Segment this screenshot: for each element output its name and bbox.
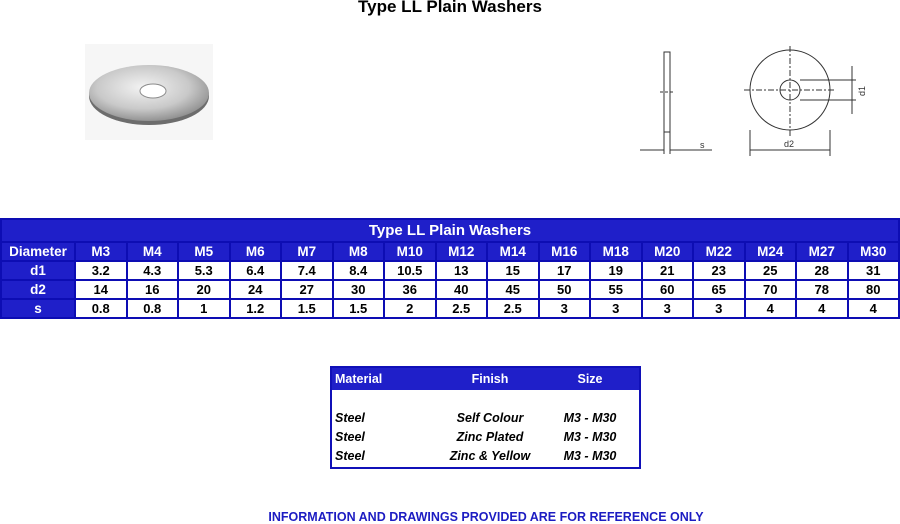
table-cell: 7.4 <box>281 261 333 280</box>
label-d2: d2 <box>784 139 795 149</box>
table-cell: 3.2 <box>75 261 127 280</box>
row-label: d1 <box>1 261 75 280</box>
table-cell: 15 <box>487 261 539 280</box>
table-cell: 4 <box>745 299 797 318</box>
finish-cell: Self Colour <box>456 411 524 425</box>
table-cell: 1.5 <box>281 299 333 318</box>
disclaimer-footer: INFORMATION AND DRAWINGS PROVIDED ARE FOR REFERENCE ONLY <box>268 510 704 524</box>
table-cell: 70 <box>745 280 797 299</box>
size-header-cell: M27 <box>796 242 848 261</box>
material-row <box>332 447 639 466</box>
table-cell: 36 <box>384 280 436 299</box>
material-row <box>332 409 639 428</box>
size-header-cell: M18 <box>590 242 642 261</box>
table-cell: 24 <box>230 280 282 299</box>
table-row <box>1 299 899 318</box>
finish-cell: Zinc & Yellow <box>449 449 531 463</box>
size-header-cell: M8 <box>333 242 385 261</box>
page-title: Type LL Plain Washers <box>358 0 542 16</box>
table-cell: 40 <box>436 280 488 299</box>
table-cell: 17 <box>539 261 591 280</box>
spec-table <box>0 218 900 319</box>
size-header-cell: M6 <box>230 242 282 261</box>
size-header-cell: M30 <box>848 242 900 261</box>
size-cell: M3 - M30 <box>563 449 617 463</box>
table-row <box>1 280 899 299</box>
size-header-cell: M3 <box>75 242 127 261</box>
table-cell: 27 <box>281 280 333 299</box>
table-cell: 2.5 <box>436 299 488 318</box>
table-cell: 3 <box>590 299 642 318</box>
size-header-cell: M7 <box>281 242 333 261</box>
material-table-header <box>332 368 639 390</box>
table-cell: 3 <box>539 299 591 318</box>
label-d1: d1 <box>857 85 867 96</box>
material-header: Material <box>335 372 383 386</box>
table-cell: 1.2 <box>230 299 282 318</box>
table-cell: 31 <box>848 261 900 280</box>
table-cell: 2 <box>384 299 436 318</box>
table-cell: 10.5 <box>384 261 436 280</box>
size-header-cell: M16 <box>539 242 591 261</box>
size-header-cell: M10 <box>384 242 436 261</box>
table-cell: 5.3 <box>178 261 230 280</box>
material-cell: Steel <box>335 430 365 444</box>
table-cell: 0.8 <box>75 299 127 318</box>
size-header-cell: M20 <box>642 242 694 261</box>
diameter-header: Diameter <box>1 242 75 261</box>
row-label: d2 <box>1 280 75 299</box>
table-cell: 45 <box>487 280 539 299</box>
size-header-cell: M24 <box>745 242 797 261</box>
table-cell: 13 <box>436 261 488 280</box>
material-table <box>330 366 641 469</box>
table-banner: Type LL Plain Washers <box>1 219 899 242</box>
table-cell: 1.5 <box>333 299 385 318</box>
table-cell: 2.5 <box>487 299 539 318</box>
table-cell: 60 <box>642 280 694 299</box>
table-cell: 4 <box>848 299 900 318</box>
table-cell: 3 <box>693 299 745 318</box>
size-cell: M3 - M30 <box>563 411 617 425</box>
table-cell: 4.3 <box>127 261 179 280</box>
row-label: s <box>1 299 75 318</box>
table-cell: 80 <box>848 280 900 299</box>
washer-photo <box>85 44 213 140</box>
table-cell: 21 <box>642 261 694 280</box>
table-cell: 6.4 <box>230 261 282 280</box>
table-cell: 8.4 <box>333 261 385 280</box>
table-row <box>1 261 899 280</box>
finish-header: Finish <box>471 372 509 386</box>
table-cell: 25 <box>745 261 797 280</box>
material-row <box>332 428 639 447</box>
table-cell: 23 <box>693 261 745 280</box>
finish-cell: Zinc Plated <box>456 430 524 444</box>
table-cell: 16 <box>127 280 179 299</box>
table-cell: 30 <box>333 280 385 299</box>
size-header-cell: M5 <box>178 242 230 261</box>
size-header-cell: M12 <box>436 242 488 261</box>
table-cell: 65 <box>693 280 745 299</box>
table-cell: 50 <box>539 280 591 299</box>
table-cell: 4 <box>796 299 848 318</box>
size-header: Size <box>577 372 603 386</box>
material-cell: Steel <box>335 411 365 425</box>
table-cell: 28 <box>796 261 848 280</box>
table-cell: 19 <box>590 261 642 280</box>
material-cell: Steel <box>335 449 365 463</box>
table-cell: 14 <box>75 280 127 299</box>
washer-technical-drawing <box>640 46 872 158</box>
table-cell: 78 <box>796 280 848 299</box>
size-cell: M3 - M30 <box>563 430 617 444</box>
size-header-cell: M4 <box>127 242 179 261</box>
table-cell: 20 <box>178 280 230 299</box>
size-header-cell: M22 <box>693 242 745 261</box>
label-s: s <box>700 140 705 150</box>
table-cell: 0.8 <box>127 299 179 318</box>
size-header-row <box>1 242 899 261</box>
table-cell: 3 <box>642 299 694 318</box>
table-cell: 1 <box>178 299 230 318</box>
size-header-cell: M14 <box>487 242 539 261</box>
table-cell: 55 <box>590 280 642 299</box>
